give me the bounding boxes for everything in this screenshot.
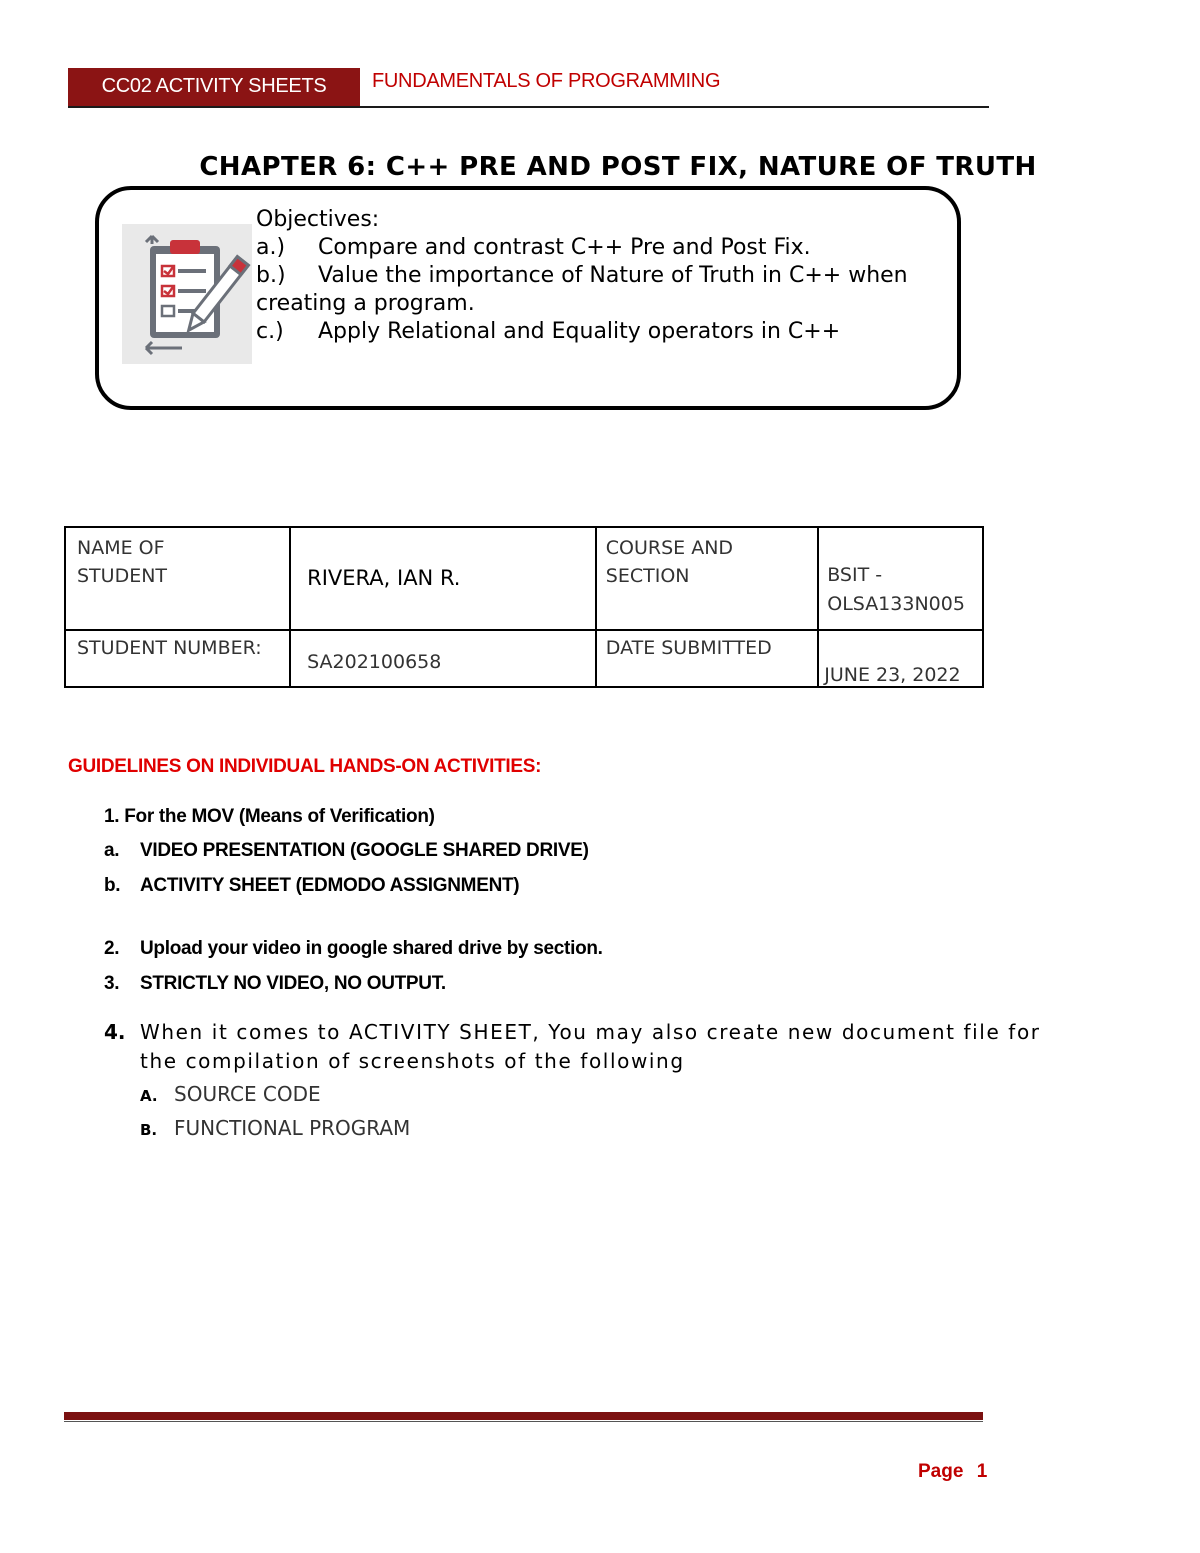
sub-label: A.: [140, 1087, 158, 1105]
objective-label: c.): [256, 319, 284, 344]
checklist-icon: [122, 224, 252, 364]
item-text-line1: When it comes to ACTIVITY SHEET, You may also create new document file for: [140, 1020, 1041, 1044]
page-number: 1: [976, 1461, 988, 1482]
footer-divider: [64, 1412, 983, 1420]
course-code-banner: [68, 68, 360, 108]
objective-text: Apply Relational and Equality operators in C++: [318, 319, 841, 344]
name-label-line1: NAME OF: [77, 537, 165, 559]
item-label: 4.: [104, 1020, 126, 1044]
student-info-table: [64, 526, 984, 688]
student-number: SA202100658: [307, 651, 442, 673]
course-code: CC02 ACTIVITY SHEETS: [101, 75, 327, 97]
guideline-item-1a: [104, 840, 589, 862]
sub-item-a: [140, 1082, 321, 1106]
course-label-line1: COURSE AND: [605, 537, 734, 559]
page-indicator: [918, 1461, 987, 1483]
item-text: STRICTLY NO VIDEO, NO OUTPUT.: [140, 973, 446, 994]
item-label: 2.: [104, 938, 120, 959]
course-label-cell: [596, 527, 818, 630]
name-label-cell: [65, 527, 290, 630]
item-label: b.: [104, 875, 121, 896]
item-text: VIDEO PRESENTATION (GOOGLE SHARED DRIVE): [140, 840, 589, 861]
date-submitted: JUNE 23, 2022: [824, 664, 961, 686]
objective-text-continued: creating a program.: [256, 291, 475, 316]
table-row: [65, 527, 983, 630]
objective-text: Value the importance of Nature of Truth in C++ when: [318, 263, 908, 288]
sub-label: B.: [140, 1121, 158, 1139]
item-label: a.: [104, 840, 120, 861]
guideline-item-1b: [104, 875, 519, 897]
objective-label: b.): [256, 263, 286, 288]
course-label-line2: SECTION: [605, 565, 690, 587]
item-text: ACTIVITY SHEET (EDMODO ASSIGNMENT): [140, 875, 520, 896]
item-text-line2: the compilation of screenshots of the following: [140, 1049, 685, 1073]
sub-text: FUNCTIONAL PROGRAM: [174, 1116, 411, 1140]
number-label-cell: [65, 630, 290, 687]
date-value-cell: [818, 630, 983, 687]
number-value-cell: [290, 630, 596, 687]
student-name: RIVERA, IAN R.: [307, 566, 461, 590]
header-divider: [68, 106, 989, 108]
objective-item: [256, 318, 956, 346]
footer-divider-thin: [64, 1421, 983, 1422]
guideline-item-4: [104, 1018, 1104, 1076]
chapter-title: CHAPTER 6: C++ PRE AND POST FIX, NATURE OF TRUTH: [199, 152, 1037, 182]
date-label-cell: [596, 630, 818, 687]
course-value-line2: OLSA133N005: [827, 593, 965, 615]
sub-text: SOURCE CODE: [174, 1082, 321, 1106]
objective-item: [256, 234, 956, 262]
student-number-label: STUDENT NUMBER:: [77, 637, 262, 659]
course-value-line1: BSIT -: [827, 564, 883, 586]
objective-label: a.): [256, 235, 286, 260]
page-label: Page: [918, 1461, 964, 1482]
guideline-item-1: 1. For the MOV (Means of Verification): [104, 806, 435, 827]
name-label-line2: STUDENT: [77, 565, 168, 587]
item-label: 3.: [104, 973, 120, 994]
objective-item: [256, 262, 956, 290]
item-text: Upload your video in google shared drive by section.: [140, 938, 603, 959]
name-value-cell: [290, 527, 596, 630]
sub-item-b: [140, 1116, 410, 1140]
guideline-item-2: [104, 938, 603, 960]
objectives-heading: Objectives:: [256, 207, 380, 232]
guidelines-heading: GUIDELINES ON INDIVIDUAL HANDS-ON ACTIVITIES:: [68, 756, 542, 777]
course-value-cell: [818, 527, 983, 630]
objective-text: Compare and contrast C++ Pre and Post Fix.: [318, 235, 811, 260]
objectives-text: [256, 206, 956, 346]
date-submitted-label: DATE SUBMITTED: [605, 637, 772, 659]
course-title: FUNDAMENTALS OF PROGRAMMING: [372, 70, 721, 92]
table-row: [65, 630, 983, 687]
guideline-item-3: [104, 973, 446, 995]
